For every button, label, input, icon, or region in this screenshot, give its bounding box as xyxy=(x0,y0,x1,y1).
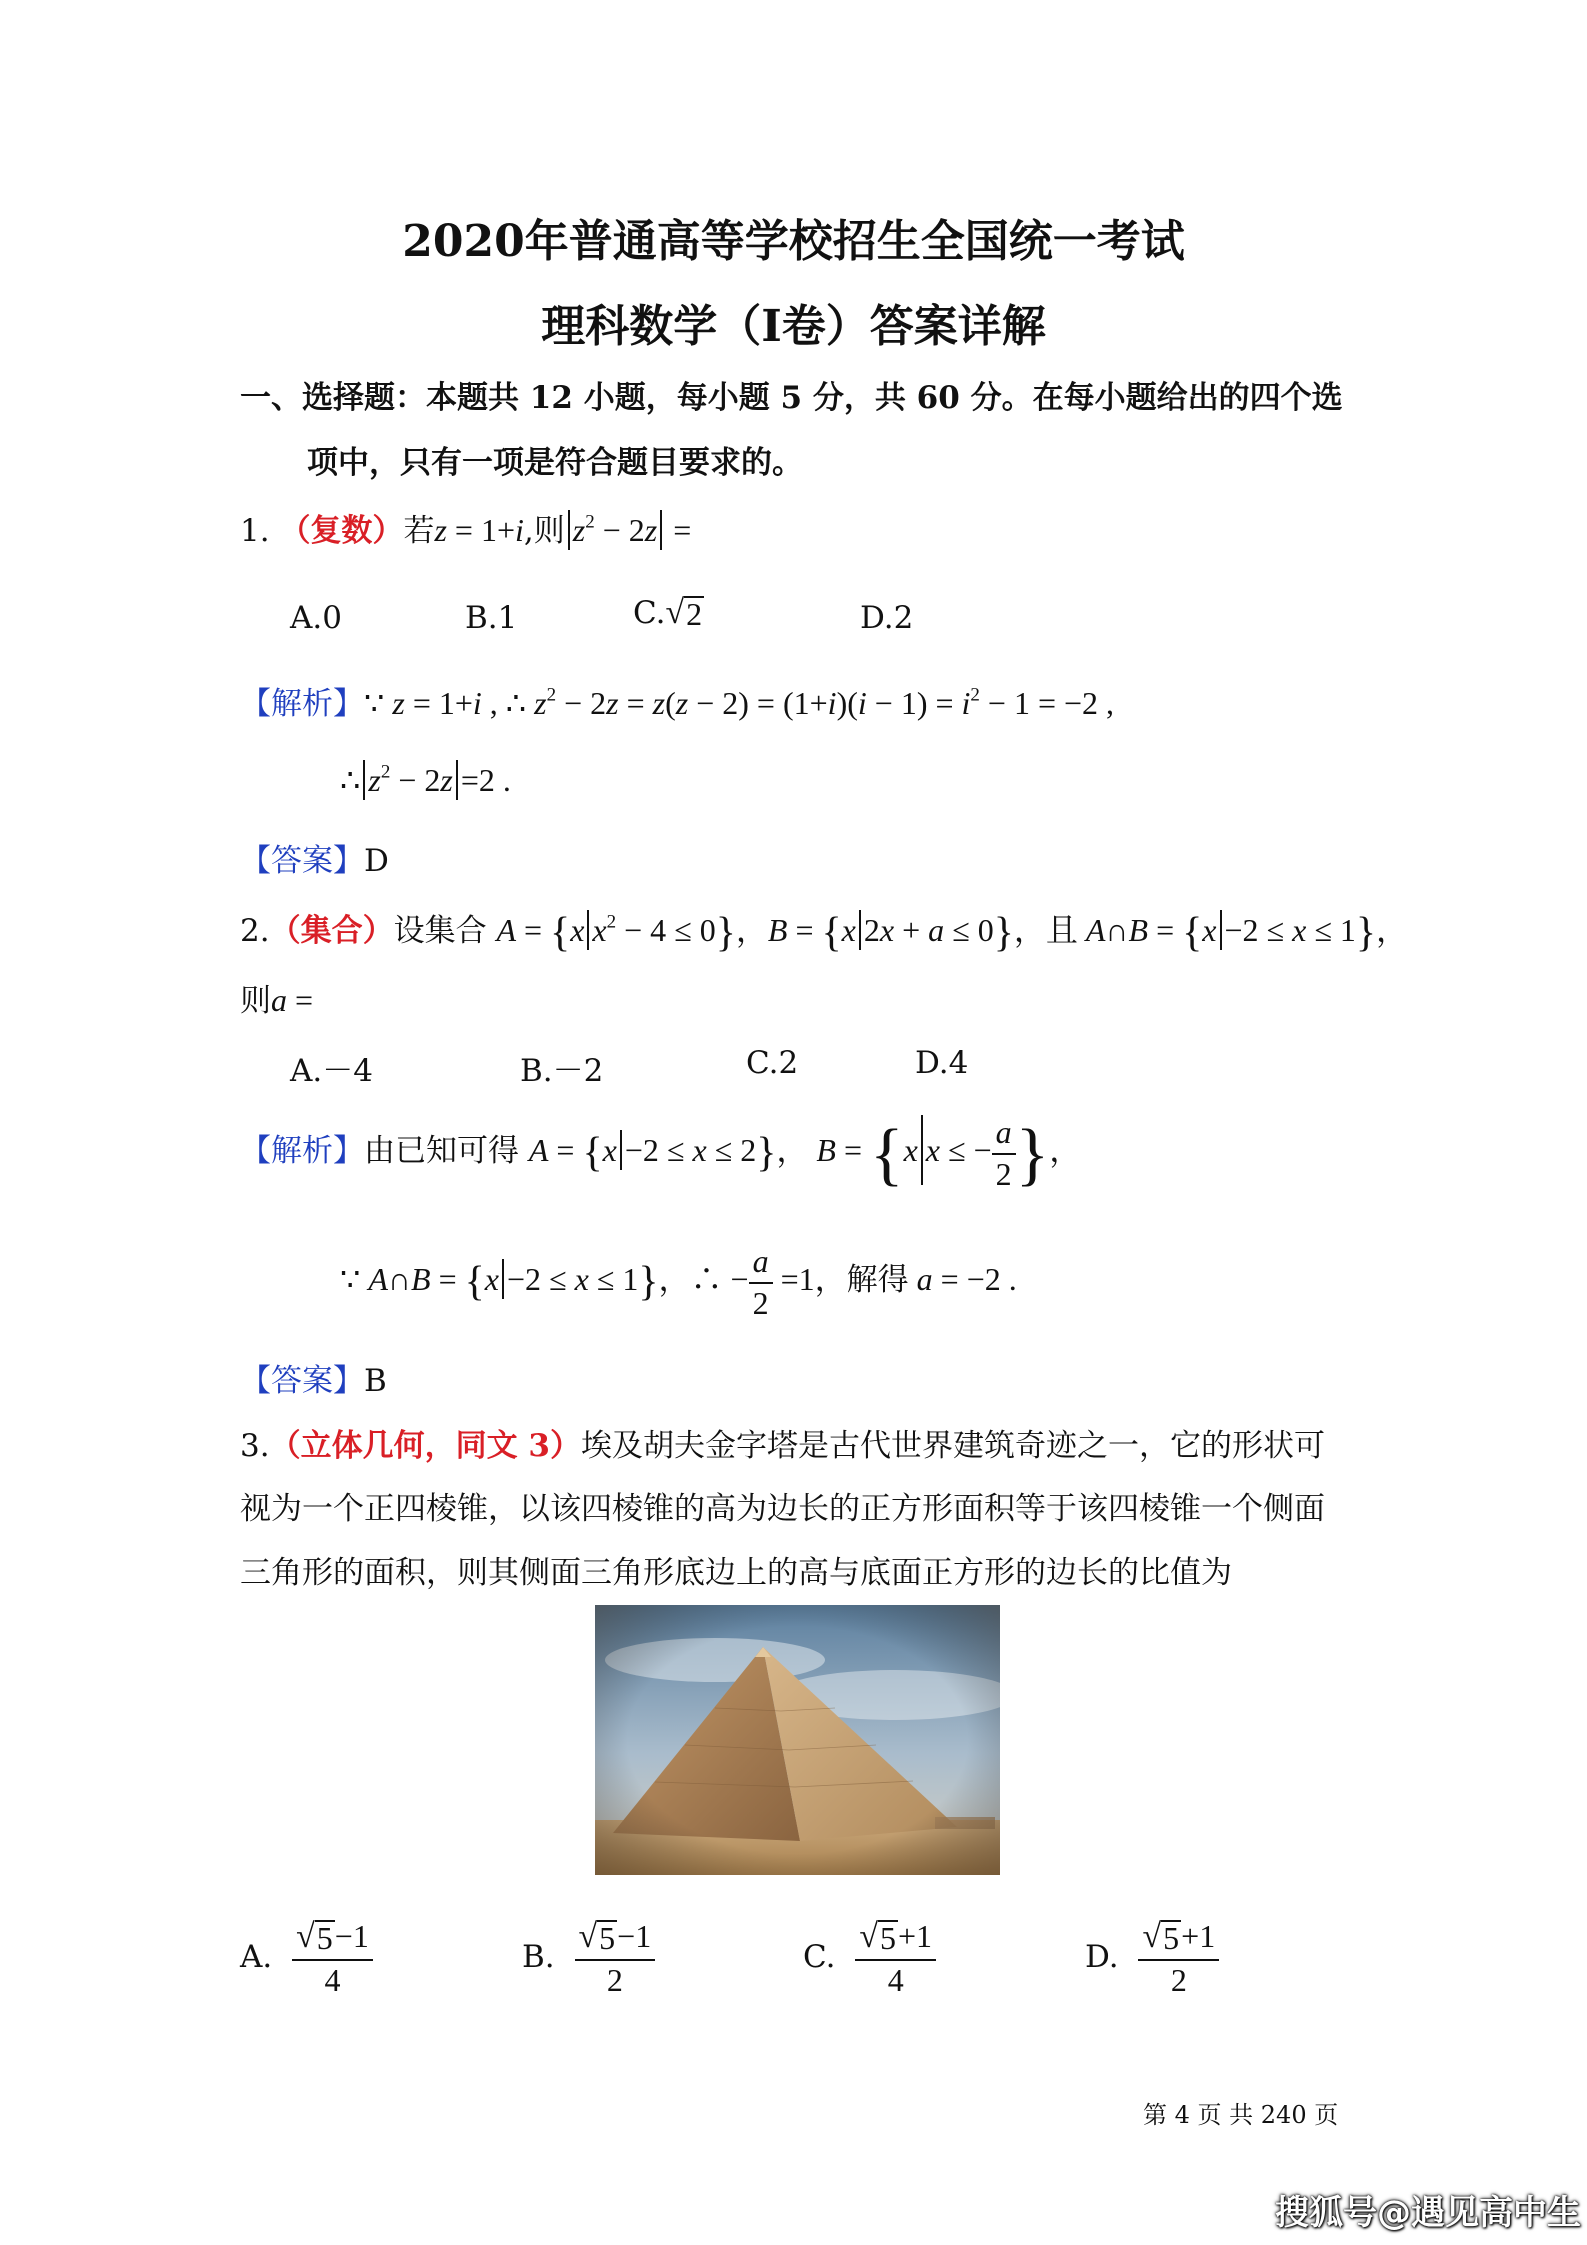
q2-option-d: D.4 xyxy=(915,1045,969,1081)
q2-option-b: B.－2 xyxy=(520,1053,604,1089)
q1-analysis xyxy=(240,678,1114,723)
question-2-stem-cont: 则a = xyxy=(240,982,314,1019)
question-3-stem-line3: 三角形的面积，则其侧面三角形底边上的高与底面正方形的边长的比值为 xyxy=(240,1555,1232,1591)
stem-text: 若 xyxy=(403,513,435,549)
q1-option-b: B.1 xyxy=(465,600,518,636)
document-subtitle: 理科数学（I卷）答案详解 xyxy=(541,301,1046,352)
question-number: 2. xyxy=(240,913,270,949)
analysis-label: 【解析】 xyxy=(240,1133,364,1169)
q2-option-a: A.－4 xyxy=(290,1053,373,1089)
answer-label: 【答案】 xyxy=(240,843,364,879)
math-expression: A = {x $x^2 - 4 \le 0$}，B = {x 2x + a ≤ 0}，且 A∩B = {x −2 ≤ x ≤ 1}， xyxy=(496,910,1409,956)
pyramid-photo xyxy=(595,1605,1000,1875)
q2-analysis-conclusion: ∵ A∩B = {x −2 ≤ x ≤ 1}，∴ − $\frac{a}{2}$ =1，解得 a = −2 . xyxy=(340,1243,1017,1321)
math-expression: z = 1+i xyxy=(434,512,524,548)
question-number: 1. xyxy=(240,513,270,549)
answer-value: B xyxy=(364,1363,387,1399)
document-title: 2020年普通高等学校招生全国统一考试 xyxy=(402,216,1185,267)
question-topic-tag: （集合） xyxy=(269,913,394,949)
question-2-stem xyxy=(240,905,1408,957)
question-topic-tag: （立体几何，同文 3） xyxy=(269,1428,581,1464)
q2-answer xyxy=(240,1355,387,1400)
math-expression: ∵ z = 1+i , ∴ $z^2 - 2z = z(z - 2) = (1+i)(i - 1) = i^2 - 1 = -2$ , xyxy=(364,684,1115,721)
q1-option-c: C. √ 2 xyxy=(633,594,703,632)
q3-option-d: D. √ 5 +1 2 xyxy=(1085,1920,1219,1997)
q1-answer xyxy=(240,835,389,880)
answer-value: D xyxy=(364,843,389,879)
q3-option-a: A. √ 5 −1 4 xyxy=(240,1920,373,1997)
q3-option-c: C. √ 5 +1 4 xyxy=(803,1920,936,1997)
q1-option-a: A.0 xyxy=(290,600,342,636)
q3-option-b: B. √ 5 −1 2 xyxy=(522,1920,655,1997)
question-1-stem xyxy=(240,505,691,550)
q1-option-d: D.2 xyxy=(860,600,914,636)
watermark: 搜狐号@遇见高中生 xyxy=(1275,2193,1581,2233)
q2-option-c: C.2 xyxy=(746,1045,799,1081)
section-heading-line1: 一、选择题：本题共 12 小题，每小题 5 分，共 60 分。在每小题给出的四个选 xyxy=(240,380,1343,416)
math-expression: $z^2 - 2z$ = xyxy=(565,512,692,548)
answer-label: 【答案】 xyxy=(240,1363,364,1399)
stem-text: 设集合 xyxy=(393,913,487,949)
q1-analysis-conclusion: ∴ $z^2 - 2z =2$ . xyxy=(340,761,511,798)
question-number: 3. xyxy=(240,1428,270,1464)
question-3-stem-line2: 视为一个正四棱锥，以该四棱锥的高为边长的正方形面积等于该四棱锥一个侧面 xyxy=(240,1491,1325,1527)
section-heading-line2: 项中，只有一项是符合题目要求的。 xyxy=(307,445,803,481)
analysis-label: 【解析】 xyxy=(240,686,364,722)
question-3-stem-line1: 3.（立体几何，同文 3）埃及胡夫金字塔是古代世界建筑奇迹之一，它的形状可 xyxy=(240,1428,1325,1464)
math-expression: A = {x −2 ≤ x ≤ 2}， B = {x x ≤ − $\frac{a}{2}$ }， xyxy=(528,1114,1082,1193)
stem-text: ,则 xyxy=(523,513,565,549)
q2-analysis: 【解析】由已知可得 A = {x −2 ≤ x ≤ 2}， B = {x x ≤ − $\frac{a}{2}$ }， xyxy=(240,1114,1082,1193)
page-footer: 第 4 页 共 240 页 xyxy=(1143,2101,1339,2129)
question-topic-tag: （复数） xyxy=(279,513,404,549)
